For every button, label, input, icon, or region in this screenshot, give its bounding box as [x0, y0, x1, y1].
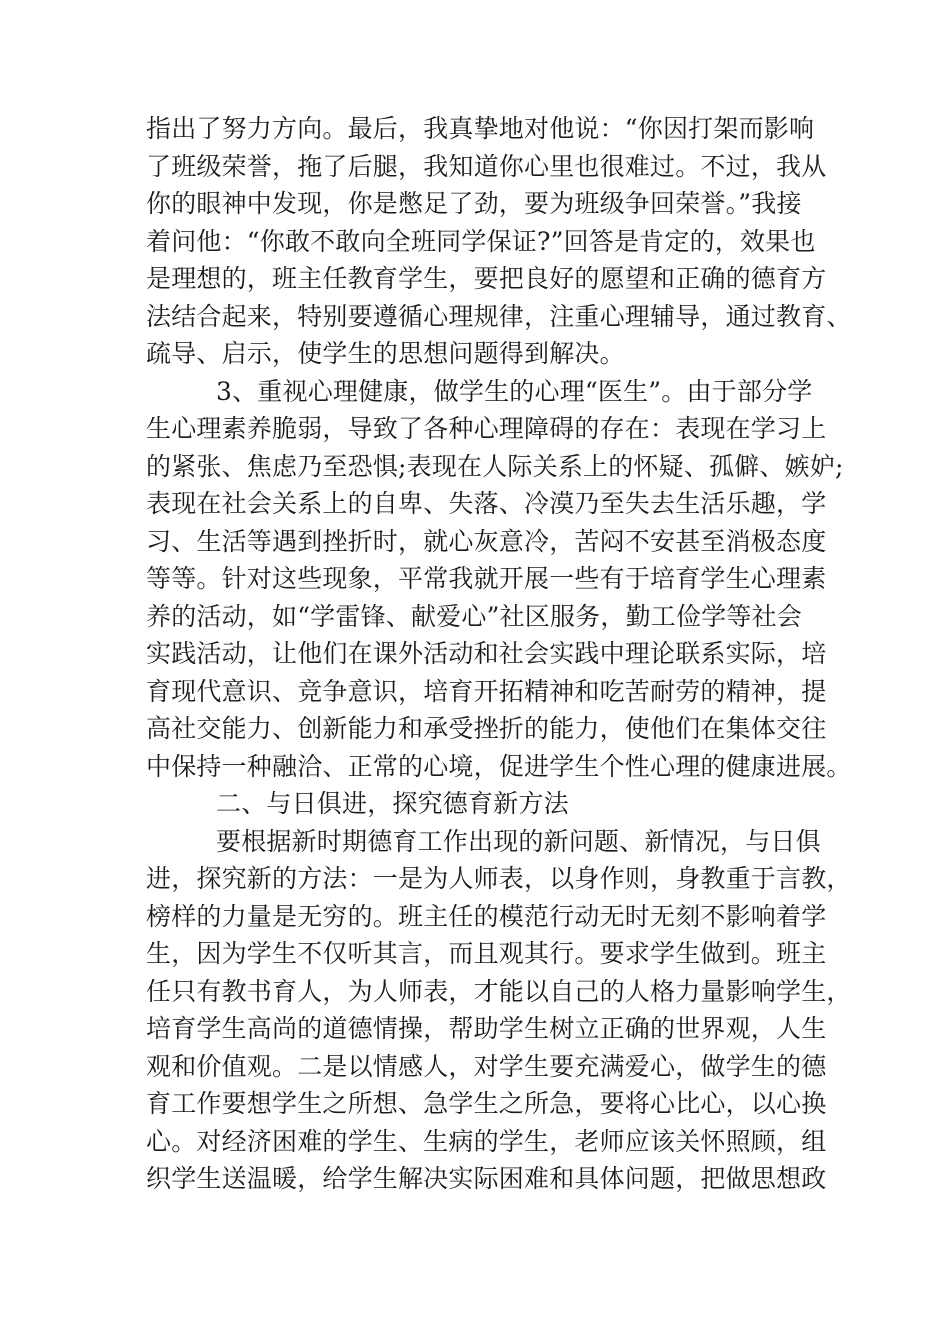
text-line: 的紧张、焦虑乃至恐惧;表现在人际关系上的怀疑、孤僻、嫉妒; [146, 451, 844, 481]
text-line: 你的眼神中发现，你是憋足了劲，要为班级争回荣誉。”我接 [146, 189, 802, 218]
text-line: 任只有教书育人，为人师表，才能以自己的人格力量影响学生， [146, 976, 852, 1006]
text-line: 生，因为学生不仅听其言，而且观其行。要求学生做到。班主 [146, 939, 827, 968]
text-line: 中保持一种融洽、正常的心境，促进学生个性心理的健康进展。 [146, 751, 852, 781]
text-line: 是理想的，班主任教育学生，要把良好的愿望和正确的德育方 [146, 264, 827, 293]
text-line: 养的活动，如“学雷锋、献爱心”社区服务，勤工俭学等社会 [146, 601, 802, 631]
text-line: 要根据新时期德育工作出现的新问题、新情况，与日俱 [216, 826, 821, 856]
text-line: 织学生送温暖，给学生解决实际困难和具体问题，把做思想政 [146, 1164, 827, 1193]
text-line: 等等。针对这些现象，平常我就开展一些有于培育学生心理素 [146, 564, 827, 593]
text-line: 育现代意识、竞争意识，培育开拓精神和吃苦耐劳的精神，提 [146, 676, 827, 706]
text-line: 实践活动，让他们在课外活动和社会实践中理论联系实际，培 [146, 639, 827, 668]
text-line: 育工作要想学生之所想、急学生之所急，要将心比心，以心换 [146, 1089, 827, 1118]
text-line: 3、重视心理健康，做学生的心理“医生”。由于部分学 [216, 376, 813, 406]
text-line: 进，探究新的方法：一是为人师表，以身作则，身教重于言教， [146, 864, 852, 893]
text-line: 心。对经济困难的学生、生病的学生，老师应该关怀照顾，组 [146, 1126, 827, 1156]
text-line: 培育学生高尚的道德情操，帮助学生树立正确的世界观，人生 [146, 1014, 827, 1043]
text-line: 习、生活等遇到挫折时，就心灰意冷，苦闷不安甚至消极态度 [146, 526, 827, 556]
text-line: 疏导、启示，使学生的思想问题得到解决。 [146, 339, 625, 368]
text-line: 表现在社会关系上的自卑、失落、冷漠乃至失去生活乐趣，学 [146, 489, 827, 518]
text-line: 观和价值观。二是以情感人，对学生要充满爱心，做学生的德 [146, 1051, 827, 1081]
text-line: 榜样的力量是无穷的。班主任的模范行动无时无刻不影响着学 [146, 901, 827, 931]
document-body [146, 110, 852, 1198]
text-line: 二、与日俱进，探究德育新方法 [216, 789, 569, 818]
text-line: 着问他：“你敢不敢向全班同学保证?”回答是肯定的，效果也 [146, 226, 816, 256]
text-line: 高社交能力、创新能力和承受挫折的能力，使他们在集体交往 [146, 714, 827, 743]
text-line: 法结合起来，特别要遵循心理规律，注重心理辅导，通过教育、 [146, 301, 852, 331]
text-line: 了班级荣誉，拖了后腿，我知道你心里也很难过。不过，我从 [146, 151, 827, 181]
text-line: 指出了努力方向。最后，我真挚地对他说：“你因打架而影响 [146, 114, 815, 143]
text-line: 生心理素养脆弱，导致了各种心理障碍的存在：表现在学习上 [146, 414, 827, 443]
